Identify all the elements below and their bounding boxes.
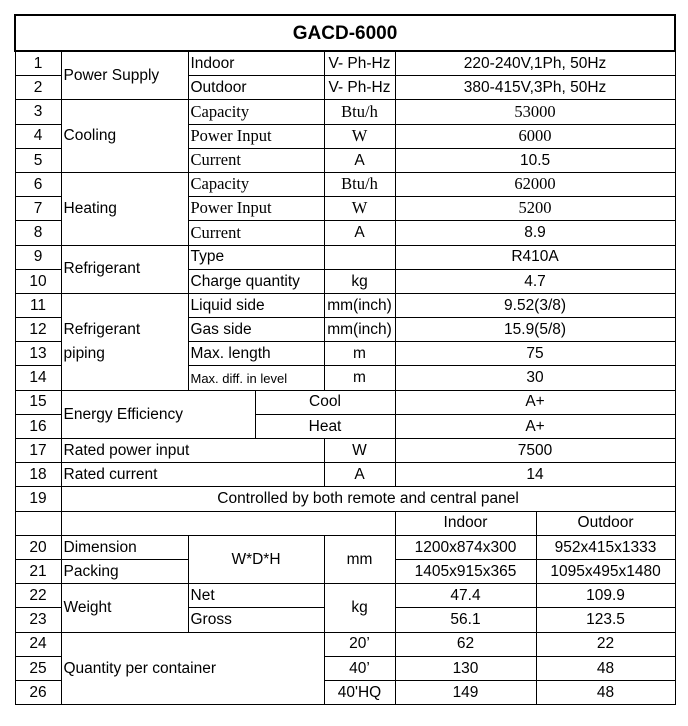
item-label: Gas side (188, 318, 324, 342)
table-row (15, 535, 675, 559)
table-row (15, 342, 675, 366)
spec-sheet (14, 14, 674, 705)
title-row (15, 15, 675, 51)
row-number: 10 (15, 269, 61, 293)
value-cell: 53000 (395, 100, 675, 124)
item-label: Current (188, 148, 324, 172)
group-label: Cooling (61, 100, 188, 173)
unit-cell: W (324, 439, 395, 463)
row-number: 8 (15, 221, 61, 245)
header-spacer (61, 511, 395, 535)
group-label: Refrigerant (61, 245, 188, 293)
unit-cell: mm(inch) (324, 318, 395, 342)
group-label-spacer (61, 293, 188, 317)
row-number: 19 (15, 487, 61, 511)
unit-cell: m (324, 342, 395, 366)
row-number: 20 (15, 535, 61, 559)
table-row (15, 439, 675, 463)
value-cell-outdoor: 109.9 (536, 584, 675, 608)
item-label: Power Input (188, 124, 324, 148)
row-number: 3 (15, 100, 61, 124)
value-cell-outdoor: 48 (536, 656, 675, 680)
value-cell: 220-240V,1Ph, 50Hz (395, 51, 675, 76)
item-label: Indoor (188, 51, 324, 76)
row-number: 15 (15, 390, 61, 414)
unit-cell: W (324, 197, 395, 221)
row-number: 24 (15, 632, 61, 656)
row-number: 7 (15, 197, 61, 221)
value-cell: 14 (395, 463, 675, 487)
row-number: 5 (15, 148, 61, 172)
value-cell: 380-415V,3Ph, 50Hz (395, 76, 675, 100)
value-cell-indoor: 47.4 (395, 584, 536, 608)
value-cell: A+ (395, 414, 675, 438)
row-number: 2 (15, 76, 61, 100)
unit-cell: mm(inch) (324, 293, 395, 317)
group-label: Packing (61, 559, 188, 583)
value-cell: 8.9 (395, 221, 675, 245)
unit-cell: V- Ph-Hz (324, 76, 395, 100)
row-number: 9 (15, 245, 61, 269)
unit-cell: kg (324, 269, 395, 293)
table-row (15, 172, 675, 196)
value-cell-outdoor: 48 (536, 680, 675, 704)
item-label: 20’ (324, 632, 395, 656)
spec-table (14, 14, 676, 705)
table-row (15, 293, 675, 317)
unit-cell: kg (324, 584, 395, 632)
table-row (15, 245, 675, 269)
group-label: Dimension (61, 535, 188, 559)
value-cell-indoor: 1200x874x300 (395, 535, 536, 559)
table-row (15, 390, 675, 414)
value-cell: 75 (395, 342, 675, 366)
item-label: Type (188, 245, 324, 269)
value-cell-indoor: 130 (395, 656, 536, 680)
item-label: Current (188, 221, 324, 245)
group-label: Power Supply (61, 51, 188, 100)
row-number-empty (15, 511, 61, 535)
item-label: Heat (255, 414, 395, 438)
value-cell: 6000 (395, 124, 675, 148)
row-number: 16 (15, 414, 61, 438)
value-cell-outdoor: 952x415x1333 (536, 535, 675, 559)
unit-cell: A (324, 148, 395, 172)
value-cell: 30 (395, 366, 675, 390)
row-number: 21 (15, 559, 61, 583)
row-number: 1 (15, 51, 61, 76)
group-label: Weight (61, 584, 188, 632)
column-header-indoor: Indoor (395, 511, 536, 535)
value-cell: 5200 (395, 197, 675, 221)
row-number: 22 (15, 584, 61, 608)
item-label: Max. diff. in level (188, 366, 324, 390)
item-label: Outdoor (188, 76, 324, 100)
table-row (15, 487, 675, 511)
row-number: 14 (15, 366, 61, 390)
unit-cell: W (324, 124, 395, 148)
unit-cell: mm (324, 535, 395, 583)
row-number: 12 (15, 318, 61, 342)
group-label: Quantity per container (61, 632, 324, 705)
row-number: 4 (15, 124, 61, 148)
item-label: Gross (188, 608, 324, 632)
value-cell-outdoor: 123.5 (536, 608, 675, 632)
item-label: Capacity (188, 172, 324, 196)
group-label: Refrigerant (61, 318, 188, 342)
row-number: 17 (15, 439, 61, 463)
item-label: Power Input (188, 197, 324, 221)
group-label: piping (61, 342, 188, 366)
table-row (15, 100, 675, 124)
item-label: Capacity (188, 100, 324, 124)
value-cell-indoor: 149 (395, 680, 536, 704)
unit-cell: Btu/h (324, 172, 395, 196)
unit-cell: A (324, 463, 395, 487)
table-row (15, 584, 675, 608)
item-label: 40’ (324, 656, 395, 680)
value-cell-indoor: 62 (395, 632, 536, 656)
unit-cell: A (324, 221, 395, 245)
value-cell-outdoor: 1095x495x1480 (536, 559, 675, 583)
group-label: Rated power input (61, 439, 324, 463)
row-number: 11 (15, 293, 61, 317)
value-cell-outdoor: 22 (536, 632, 675, 656)
value-cell: 62000 (395, 172, 675, 196)
column-header-outdoor: Outdoor (536, 511, 675, 535)
item-label: Liquid side (188, 293, 324, 317)
unit-cell: V- Ph-Hz (324, 51, 395, 76)
unit-cell: m (324, 366, 395, 390)
table-row (15, 318, 675, 342)
row-number: 25 (15, 656, 61, 680)
value-cell: 7500 (395, 439, 675, 463)
value-cell-indoor: 56.1 (395, 608, 536, 632)
item-label: 40'HQ (324, 680, 395, 704)
table-row (15, 632, 675, 656)
item-label: Charge quantity (188, 269, 324, 293)
value-cell: 9.52(3/8) (395, 293, 675, 317)
group-label: Energy Efficiency (61, 390, 255, 438)
unit-cell (324, 245, 395, 269)
control-note: Controlled by both remote and central panel (61, 487, 675, 511)
value-cell: 15.9(5/8) (395, 318, 675, 342)
group-label: Heating (61, 172, 188, 245)
row-number: 23 (15, 608, 61, 632)
table-row (15, 51, 675, 76)
model-title: GACD-6000 (15, 15, 675, 51)
row-number: 13 (15, 342, 61, 366)
value-cell: 10.5 (395, 148, 675, 172)
table-row (15, 463, 675, 487)
value-cell: R410A (395, 245, 675, 269)
group-label-spacer (61, 366, 188, 390)
item-label: Net (188, 584, 324, 608)
group-label: Rated current (61, 463, 324, 487)
unit-cell: Btu/h (324, 100, 395, 124)
value-cell-indoor: 1405x915x365 (395, 559, 536, 583)
row-number: 26 (15, 680, 61, 704)
value-cell: A+ (395, 390, 675, 414)
value-cell: 4.7 (395, 269, 675, 293)
row-number: 6 (15, 172, 61, 196)
row-number: 18 (15, 463, 61, 487)
wdh-label: W*D*H (188, 535, 324, 583)
item-label: Cool (255, 390, 395, 414)
item-label: Max. length (188, 342, 324, 366)
table-header-row (15, 511, 675, 535)
table-row (15, 366, 675, 390)
